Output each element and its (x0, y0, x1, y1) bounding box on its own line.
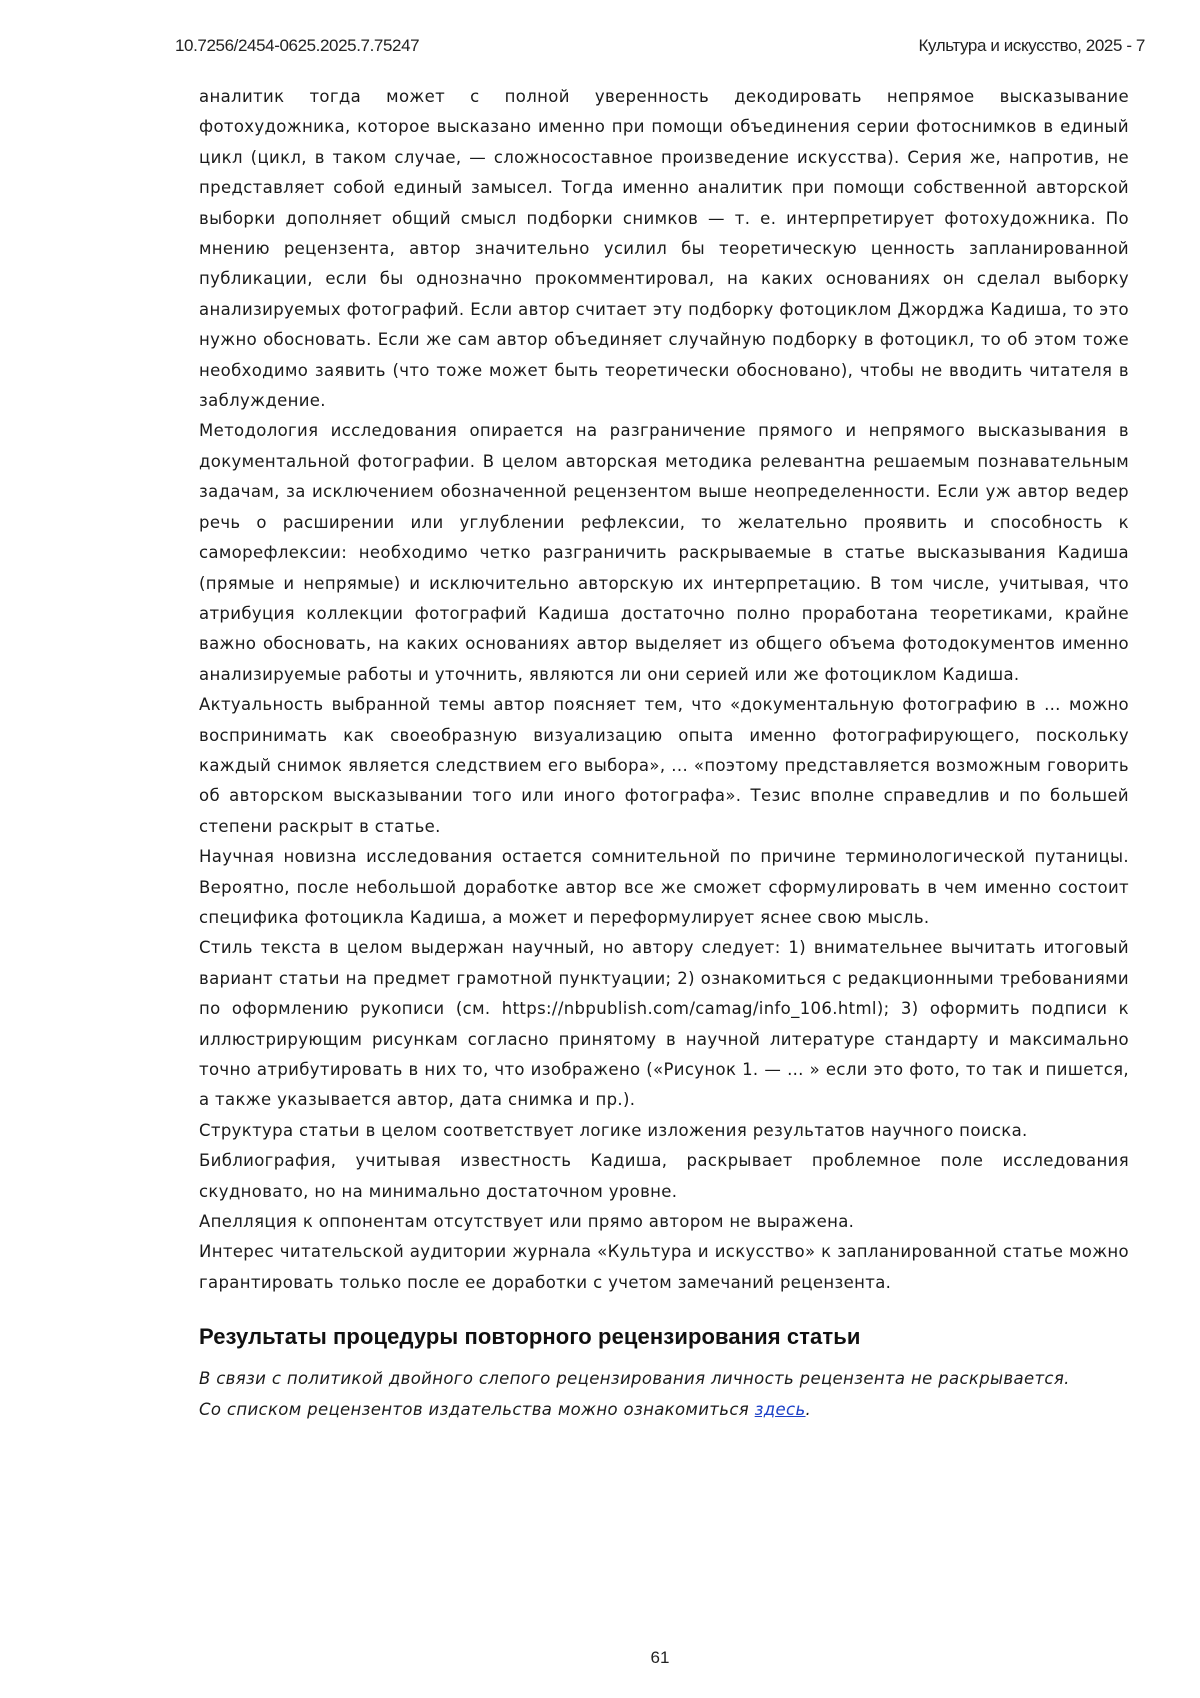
paragraph-opponents: Апелляция к оппонентам отсутствует или прямо автором не выражена. (199, 1212, 855, 1232)
paragraph-bibliography: Библиография, учитывая известность Кадиша, раскрывает проблемное поле исследования скудновато, но на минимально достаточном уровне. (199, 1151, 1129, 1201)
blind-review-note: В связи с политикой двойного слепого рецензирования личность рецензента не раскрывается. (199, 1369, 1070, 1389)
paragraph-structure: Структура статьи в целом соответствует логике изложения результатов научного поиска. (199, 1120, 1028, 1140)
running-header (175, 36, 1145, 62)
article-body (199, 82, 1129, 1425)
paragraph-methodology: Методология исследования опирается на разграничение прямого и непрямого высказывания в документальной фотографии. В целом авторская методика релевантна решаемым познавательным задачам, за исключением обозначенной рецензентом выше неопределенности. Если уж автор ведер речь о расширении или углублении рефлексии, то желательно проявить и способность к саморефлексии: необходимо четко разграничить раскрываемые в статье высказывания Кадиша (прямые и непрямые) и исключительно авторскую их интерпретацию. В том числе, учитывая, что атрибуция коллекции фотографий Кадиша достаточно полно проработана теоретиками, крайне важно обосновать, на каких основаниях автор выделяет из общего объема фотодокументов именно анализируемые работы и уточнить, являются ли они серией или же фотоциклом Кадиша. (199, 421, 1129, 684)
page-number: 61 (650, 1648, 670, 1667)
paragraph-relevance: Актуальность выбранной темы автор поясняет тем, что «документальную фотографию в … можно воспринимать как своеобразную визуализацию опыта именно фотографирующего, поскольку каждый снимок является следствием его выбора», ... «поэтому представляется возможным говорить об авторском высказывании того или иного фотографа». Тезис вполне справедлив и по большей степени раскрыт в статье. (199, 695, 1129, 836)
reviewers-list-link[interactable]: здесь (754, 1399, 806, 1419)
journal-issue-label: Культура и искусство, 2025 - 7 (918, 36, 1145, 55)
reviewers-list-note (199, 1395, 1129, 1425)
paragraph-audience-interest: Интерес читательской аудитории журнала «Культура и искусство» к запланированной статье можно гарантировать только после ее доработки с учетом замечаний рецензента. (199, 1242, 1129, 1292)
doi-label: 10.7256/2454-0625.2025.7.75247 (175, 36, 420, 55)
paragraph-style: Стиль текста в целом выдержан научный, но автору следует: 1) внимательнее вычитать итоговый вариант статьи на предмет грамотной пунктуации; 2) ознакомиться с редакционными требованиями по оформлению рукописи (см. https://nbpublish.com/camag/info_106.html); 3) оформить подписи к иллюстрирующим рисункам согласно принятому в научной литературе стандарту и максимально точно атрибутировать в них то, что изображено («Рисунок 1. — … » если это фото, то так и пишется, а также указывается автор, дата снимка и пр.). (199, 938, 1129, 1110)
reviewers-list-note-suffix: . (805, 1399, 812, 1419)
section-title-repeat-review: Результаты процедуры повторного рецензирования статьи (199, 1324, 861, 1350)
reviewers-list-note-text: Со списком рецензентов издательства можно ознакомиться (199, 1399, 750, 1419)
paragraph-novelty: Научная новизна исследования остается сомнительной по причине терминологической путаницы. Вероятно, после небольшой доработке автор все же сможет сформулировать в чем именно состоит специфика фотоцикла Кадиша, а может и переформулирует яснее свою мысль. (199, 847, 1129, 927)
paragraph-cycle-vs-series: аналитик тогда может с полной уверенность декодировать непрямое высказывание фотохудожника, которое высказано именно при помощи объединения серии фотоснимков в единый цикл (цикл, в таком случае, — сложносоставное произведение искусства). Серия же, напротив, не представляет собой единый замысел. Тогда именно аналитик при помощи собственной авторской выборки дополняет общий смысл подборки снимков — т. е. интерпретирует фотохудожника. По мнению рецензента, автор значительно усилил бы теоретическую ценность запланированной публикации, если бы однозначно прокомментировал, на каких основаниях он сделал выборку анализируемых фотографий. Если автор считает эту подборку фотоциклом Джорджа Кадиша, то это нужно обосновать. Если же сам автор объединяет случайную подборку в фотоцикл, то об этом тоже необходимо заявить (что тоже может быть теоретически обосновано), чтобы не вводить читателя в заблуждение. (199, 87, 1129, 411)
